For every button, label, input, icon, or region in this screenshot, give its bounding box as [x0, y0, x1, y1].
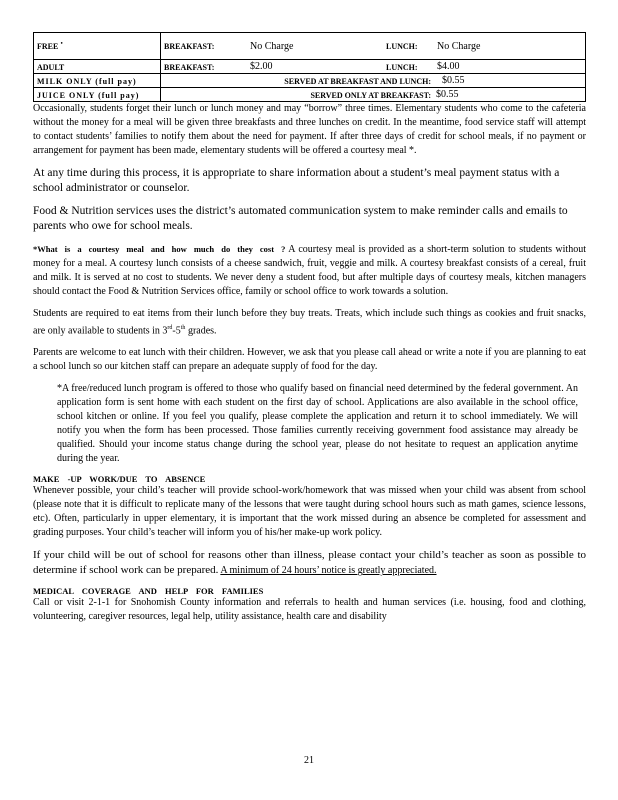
borrow-policy-paragraph: Occasionally, students forget their lunch or lunch money and may “borrow” three times. Elementary students who come to the cafeteria without the money for a meal will be given three breakfasts and three lunches on credit. In the meantime, food service staff will attempt to contact students’ families to notify them about the need for payment. If after three days of credit for school meals, if no payment or arrangement for payment has been made, elementary students will be offered a courtesy meal *.: [33, 103, 586, 156]
free-lunch-value: No Charge: [434, 33, 586, 60]
juice-served: SERVED ONLY AT BREAKFAST:: [161, 88, 435, 102]
medical-coverage-paragraph: Call or visit 2-1-1 for Snohomish County information and referrals to health and human services (i.e. housing, food and clothing, volunteering, caregiver resources, legal help, utility assistance, health care and disability: [33, 597, 586, 623]
absence-notice-paragraph: [33, 548, 586, 578]
absence-notice-text: If your child will be out of school for reasons other than illness, please contact your child’s teacher as soon as possible to determine if school work can be prepared.: [33, 549, 586, 577]
juice-label: JUICE ONLY (full pay): [34, 88, 161, 102]
milk-price: $0.55: [434, 74, 586, 88]
handbook-page: [33, 32, 586, 624]
treats-sup-th: th: [180, 325, 186, 331]
absence-notice-minimum: A minimum of 24 hours’ notice is greatly appreciated.: [220, 565, 437, 577]
makeup-work-heading: MAKE -UP WORK/DUE TO ABSENCE: [33, 474, 206, 485]
free-reduced-paragraph: *A free/reduced lunch program is offered to those who qualify based on financial need determined by the federal government. An application form is sent home with each student on the first day of school. Applications are also available in the school office, school kitchen or online. If you feel you qualify, please complete the application and return it to school immediately. We will notify you when the form has been processed. Those families currently receiving government food assistance may already be qualified. Should your income status change during the school year, please do not hesitate to request an application anytime during the year.: [57, 383, 578, 465]
free-breakfast-label: BREAKFAST:: [161, 33, 248, 60]
courtesy-meal-answer: A courtesy meal is provided as a short-term solution to students without money for a meal. A courtesy lunch consists of a cheese sandwich, fruit, veggie and milk. A courtesy breakfast consists of a cereal, fruit and milk. It is served at no cost to students. We never deny a student food, but after multiple days of courtesy meals, kitchen managers should contact the Food & Nutrition Services office, family or school office to work towards a solution.: [33, 244, 586, 297]
row-milk: [34, 74, 586, 88]
row-juice: [34, 88, 586, 102]
milk-label: MILK ONLY (full pay): [34, 74, 161, 88]
row-adult: [34, 60, 586, 74]
courtesy-meal-paragraph: [33, 242, 586, 299]
treats-sup-rd: rd: [167, 325, 173, 331]
parents-lunch-paragraph: Parents are welcome to eat lunch with their children. However, we ask that you please call ahead or write a note if you are planning to eat a school lunch so our kitchen staff can prepare an adequate supply of food for the day.: [33, 347, 586, 373]
free-label: FREE •: [34, 33, 161, 60]
milk-served: SERVED AT BREAKFAST AND LUNCH:: [161, 74, 435, 88]
page-number: 21: [304, 755, 314, 766]
row-free: [34, 33, 586, 60]
treats-range: -5: [172, 325, 181, 337]
makeup-work-paragraph: Whenever possible, your child’s teacher will provide school-work/homework that was missed when your child was absent from school (please note that it is difficult to replicate many of the lessons that were taught during school hours such as math games, science lessons, etc). Often, particularly in upper elementary, it is important that the work missed during an absence be completed for assessment and grading purposes. Your child’s teacher will inform you of his/her make-up work policy.: [33, 485, 586, 539]
adult-label: ADULT: [34, 60, 161, 74]
free-breakfast-value: No Charge: [247, 33, 383, 60]
adult-breakfast-value: $2.00: [247, 60, 383, 74]
juice-price: $0.55: [434, 88, 586, 102]
adult-lunch-value: $4.00: [434, 60, 586, 74]
free-lunch-label: LUNCH:: [383, 33, 434, 60]
reminder-calls-paragraph: Food & Nutrition services uses the district’s automated communication system to make reminder calls and emails to parents who owe for school meals.: [33, 205, 568, 232]
treats-grades: grades.: [185, 325, 217, 337]
payment-status-paragraph: At any time during this process, it is appropriate to share information about a student’s meal payment status with a school administrator or counselor.: [33, 167, 560, 194]
adult-lunch-label: LUNCH:: [383, 60, 434, 74]
treats-paragraph: [33, 307, 586, 338]
courtesy-meal-question: *What is a courtesy meal and how much do they cost ?: [33, 244, 286, 254]
treats-text: Students are required to eat items from their lunch before they buy treats. Treats, which include such things as cookies and fruit snacks, are only available to students in 3: [33, 308, 586, 337]
medical-coverage-heading: MEDICAL COVERAGE AND HELP FOR FAMILIES: [33, 586, 264, 597]
adult-breakfast-label: BREAKFAST:: [161, 60, 248, 74]
meal-price-table: [33, 32, 586, 102]
